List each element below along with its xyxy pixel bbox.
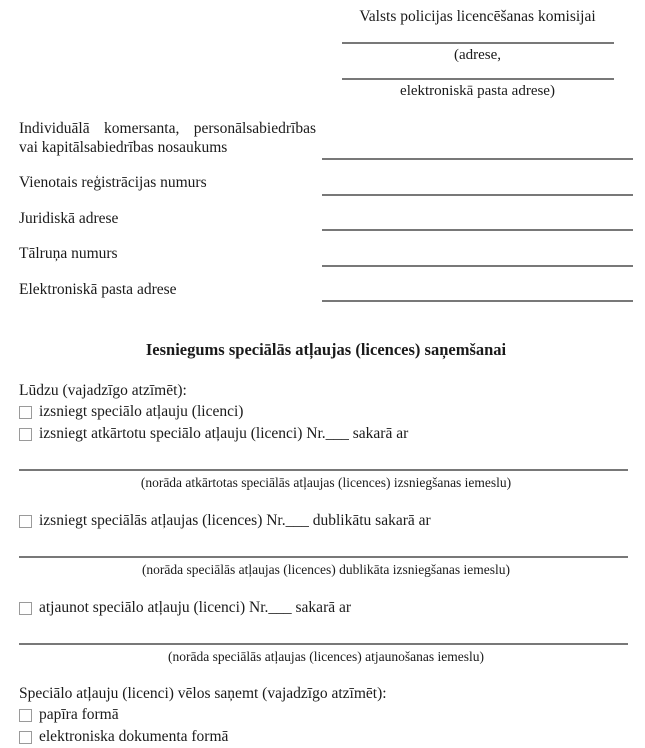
option-label: izsniegt speciālo atļauju (licenci) — [39, 403, 244, 420]
option-paper-form — [19, 704, 633, 726]
option-label: izsniegt atkārtotu speciālo atļauju (licenci) Nr.___ sakarā ar — [39, 425, 409, 442]
option-issue-repeat-licence — [19, 423, 633, 445]
option-label: atjaunot speciālo atļauju (licenci) Nr.___ sakarā ar — [39, 599, 352, 616]
delivery-form-section — [19, 683, 633, 748]
applicant-fields — [19, 120, 633, 299]
checkbox-issue-licence-icon[interactable] — [19, 406, 32, 419]
recipient-address-blank-line[interactable] — [342, 27, 614, 44]
repeat-reason-caption: (norāda atkārtotas speciālās atļaujas (licences) izsniegšanas iemeslu) — [140, 475, 512, 490]
field-row-legal-address — [19, 210, 633, 229]
field-row-phone-number — [19, 245, 633, 264]
field-row-company-name — [19, 120, 633, 157]
field-row-email-address — [19, 281, 633, 300]
duplicate-reason-blank-line[interactable] — [19, 532, 628, 558]
field-label: Individuālā komersanta, personālsabiedrības vai kapitālsabiedrības nosaukums — [19, 120, 316, 156]
duplicate-reason-caption: (norāda speciālās atļaujas (licences) dublikāta izsniegšanas iemeslu) — [141, 562, 511, 577]
delivery-intro: Speciālo atļauju (licenci) vēlos saņemt (vajadzīgo atzīmēt): — [19, 685, 387, 702]
recipient-block — [322, 6, 633, 99]
field-label: Vienotais reģistrācijas numurs — [19, 174, 207, 191]
email-blank-line[interactable] — [322, 281, 633, 302]
option-label: izsniegt speciālās atļaujas (licences) Nr.___ dublikātu sakarā ar — [39, 512, 431, 529]
checkbox-issue-repeat-licence-icon[interactable] — [19, 428, 32, 441]
option-renew-licence — [19, 597, 633, 619]
option-label: papīra formā — [39, 706, 119, 723]
email-address-caption: elektroniskā pasta adrese) — [400, 83, 555, 99]
recipient-email-blank-line[interactable] — [342, 63, 614, 80]
page-title: Iesniegums speciālās atļaujas (licences) saņemšanai — [145, 340, 507, 359]
phone-number-blank-line[interactable] — [322, 246, 633, 267]
spacer — [19, 492, 633, 510]
legal-address-blank-line[interactable] — [322, 210, 633, 231]
option-label: elektroniska dokumenta formā — [39, 728, 229, 745]
registration-number-blank-line[interactable] — [322, 175, 633, 196]
option-issue-licence — [19, 401, 633, 423]
checkbox-paper-form-icon[interactable] — [19, 709, 32, 722]
option-issue-duplicate — [19, 510, 633, 532]
field-row-registration-number — [19, 174, 633, 193]
company-name-blank-line[interactable] — [322, 139, 633, 160]
recipient-name: Valsts policijas licencēšanas komisijai — [359, 8, 596, 25]
field-label: Tālruņa numurs — [19, 245, 118, 262]
renew-reason-caption: (norāda speciālās atļaujas (licences) atjaunošanas iemeslu) — [168, 649, 484, 664]
repeat-reason-blank-line[interactable] — [19, 445, 628, 471]
checkbox-renew-licence-icon[interactable] — [19, 602, 32, 615]
request-type-section — [19, 380, 633, 666]
spacer — [19, 579, 633, 597]
field-label: Elektroniskā pasta adrese — [19, 280, 177, 298]
option-electronic-document-form — [19, 726, 633, 748]
request-intro: Lūdzu (vajadzīgo atzīmēt): — [19, 382, 187, 399]
checkbox-issue-duplicate-icon[interactable] — [19, 515, 32, 528]
field-label: Juridiskā adrese — [19, 209, 119, 227]
address-caption: (adrese, — [453, 47, 502, 63]
renew-reason-blank-line[interactable] — [19, 619, 628, 645]
